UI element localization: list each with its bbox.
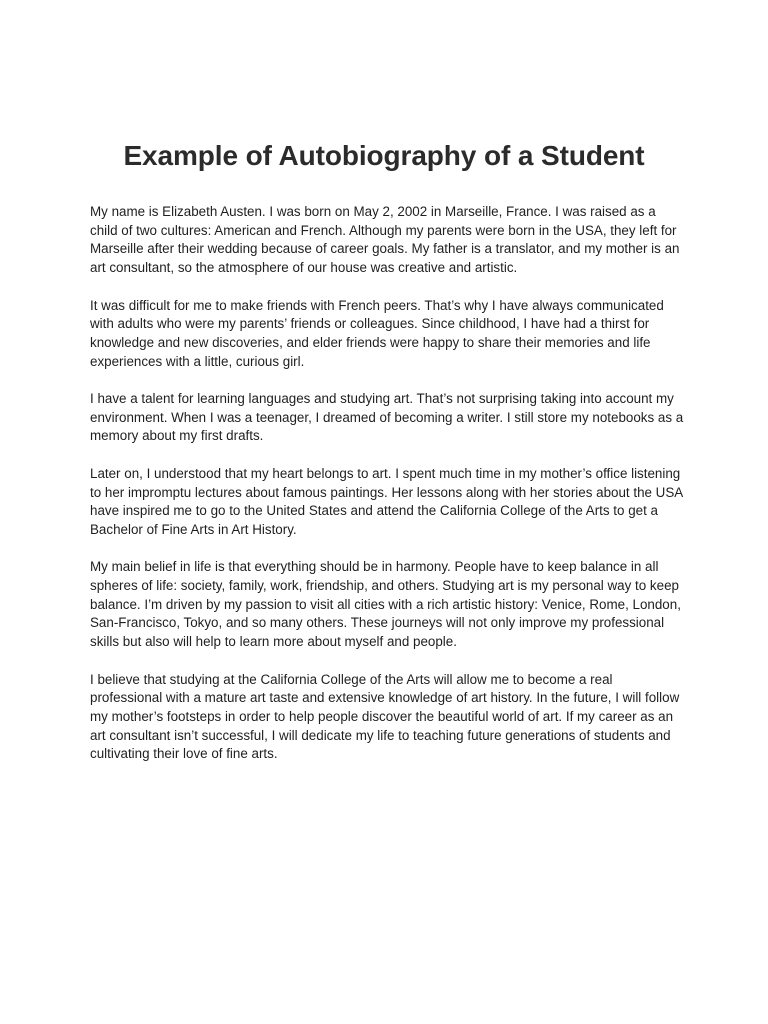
paragraph: I believe that studying at the California College of the Arts will allow me to become a real professional with a mature art taste and extensive knowledge of art history. In the future, I will follow my mother’s footsteps in order to help people discover the beautiful world of art. If my career as an art consultant isn’t successful, I will dedicate my life to teaching future generations of students and cultivating their love of fine arts. <box>90 671 680 762</box>
paragraph: My main belief in life is that everything should be in harmony. People have to keep balance in all spheres of life: society, family, work, friendship, and others. Studying art is my personal way to keep balance. I’m driven by my passion to visit all cities with a rich artistic history: Venice, Rome, London, San-Francisco, Tokyo, and so many others. These journeys will not only improve my professional skills but also will help to learn more about myself and people. <box>90 559 681 650</box>
paragraph: Later on, I understood that my heart belongs to art. I spent much time in my mother’s office listening to her impromptu lectures about famous paintings. Her lessons along with her stories about the USA have inspired me to go to the United States and attend the California College of the Arts to get a Bachelor of Fine Arts in Art History. <box>90 465 683 537</box>
paragraph: I have a talent for learning languages and studying art. That’s not surprising taking into account my environment. When I was a teenager, I dreamed of becoming a writer. I still store my notebooks as a memory about my first drafts. <box>90 391 684 444</box>
page-title: Example of Autobiography of a Student <box>123 140 645 171</box>
paragraph: It was difficult for me to make friends with French peers. That’s why I have always communicated with adults who were my parents’ friends or colleagues. Since childhood, I have had a thirst for knowledge and new discoveries, and elder friends were happy to share their memories and life experiences with a little, curious girl. <box>90 297 664 369</box>
document-body <box>90 203 686 783</box>
paragraph: My name is Elizabeth Austen. I was born on May 2, 2002 in Marseille, France. I was raised as a child of two cultures: American and French. Although my parents were born in the USA, they left for Marseille after their wedding because of career goals. My father is a translator, and my mother is an art consultant, so the atmosphere of our house was creative and artistic. <box>90 204 680 276</box>
